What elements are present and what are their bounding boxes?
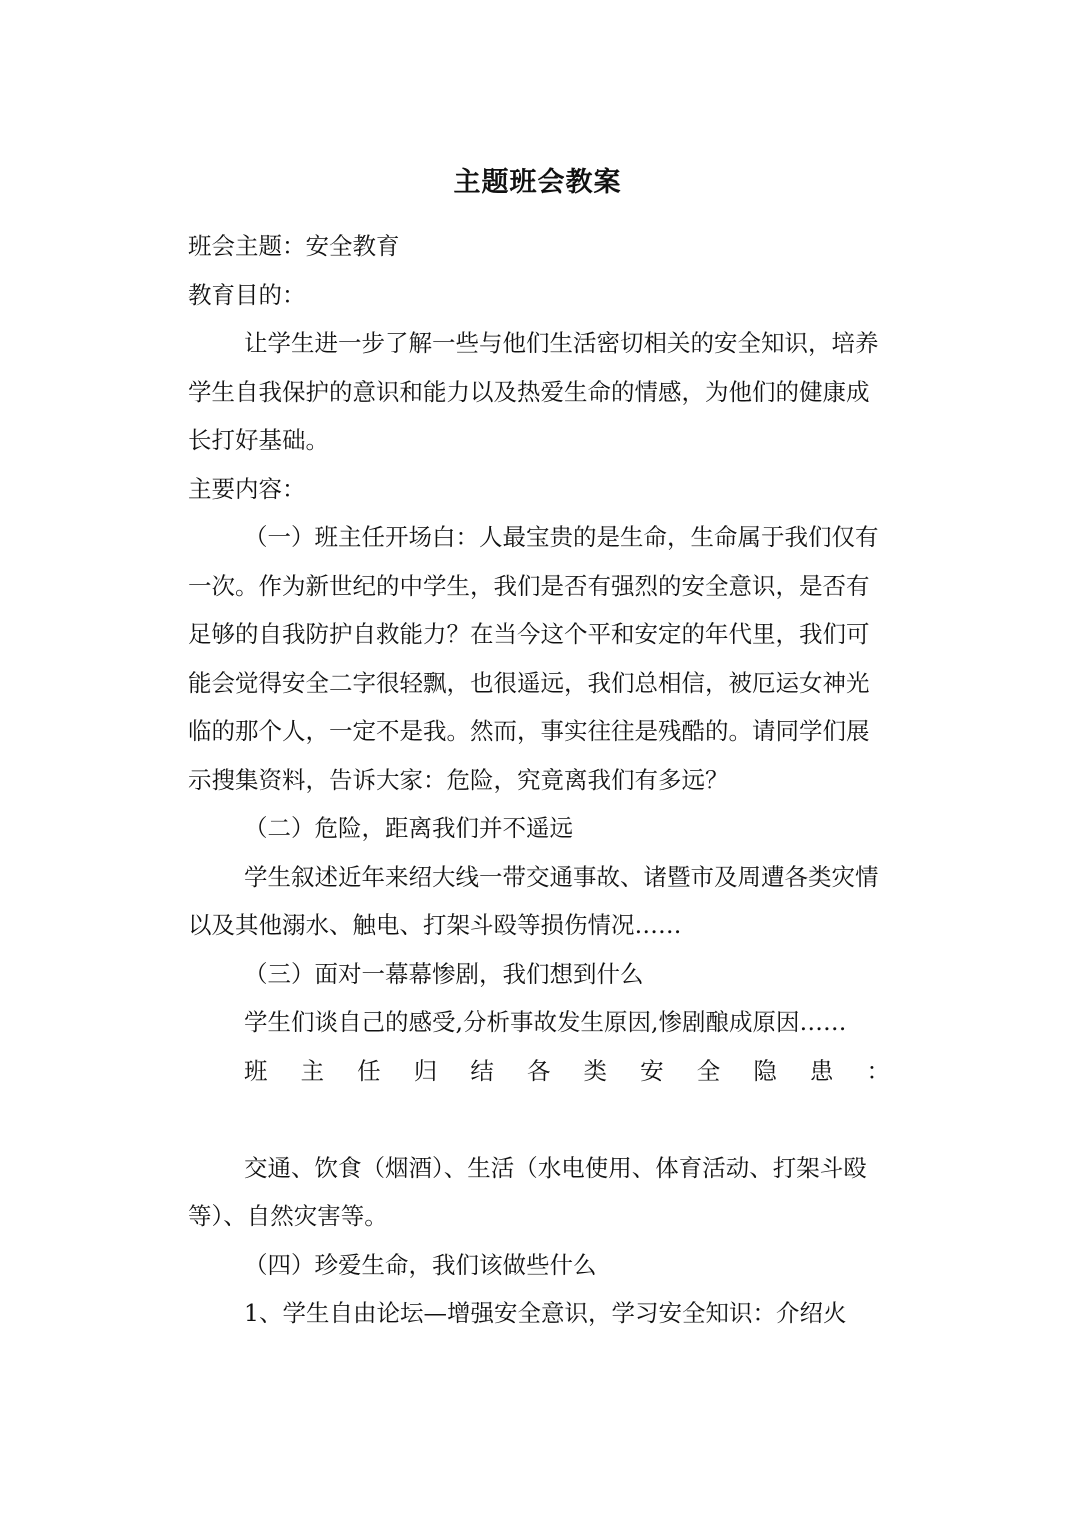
- section-2-heading: （二）危险，距离我们并不遥远: [244, 814, 573, 842]
- content-heading: 主要内容：: [188, 474, 306, 503]
- section-3-heading: （三）面对一幕幕惨剧，我们想到什么: [244, 959, 644, 988]
- purpose-heading: 教育目的：: [188, 280, 306, 309]
- section-4-heading: （四）珍爱生命，我们该做些什么: [244, 1250, 597, 1279]
- section-4-item-1: 1、学生自由论坛—增强安全意识，学习安全知识：介绍火: [244, 1299, 847, 1327]
- section-2-paragraph: 学生叙述近年来绍大线一带交通事故、诸暨市及周遭各类灾情以及其他溺水、触电、打架斗殴等损伤情况……: [188, 862, 879, 939]
- section-3-summary: 班主任归结各类安全隐患：: [244, 1056, 890, 1085]
- purpose-paragraph: 让学生进一步了解一些与他们生活密切相关的安全知识，培养学生自我保护的意识和能力以及热爱生命的情感，为他们的健康成长打好基础。: [188, 329, 879, 454]
- section-3-paragraph: 学生们谈自己的感受,分析事故发生原因,惨剧酿成原因……: [244, 1008, 847, 1036]
- document-title: 主题班会教案: [453, 167, 622, 198]
- section-1-paragraph: （一）班主任开场白：人最宝贵的是生命，生命属于我们仅有一次。作为新世纪的中学生，我们是否有强烈的安全意识，是否有足够的自我防护自救能力？在当今这个平和安定的年代里，我们可能会觉得安全二字很轻飘，也很遥远，我们总相信，被厄运女神光临的那个人，一定不是我。然而，事实往往是残酷的。请同学们展示搜集资料，告诉大家：危险，究竟离我们有多远？: [188, 523, 879, 794]
- theme-line: 班会主题：安全教育: [188, 232, 400, 260]
- document-body: [188, 222, 890, 1338]
- section-3-list: 交通、饮食（烟酒）、生活（水电使用、体育活动、打架斗殴等）、自然灾害等。: [188, 1153, 867, 1230]
